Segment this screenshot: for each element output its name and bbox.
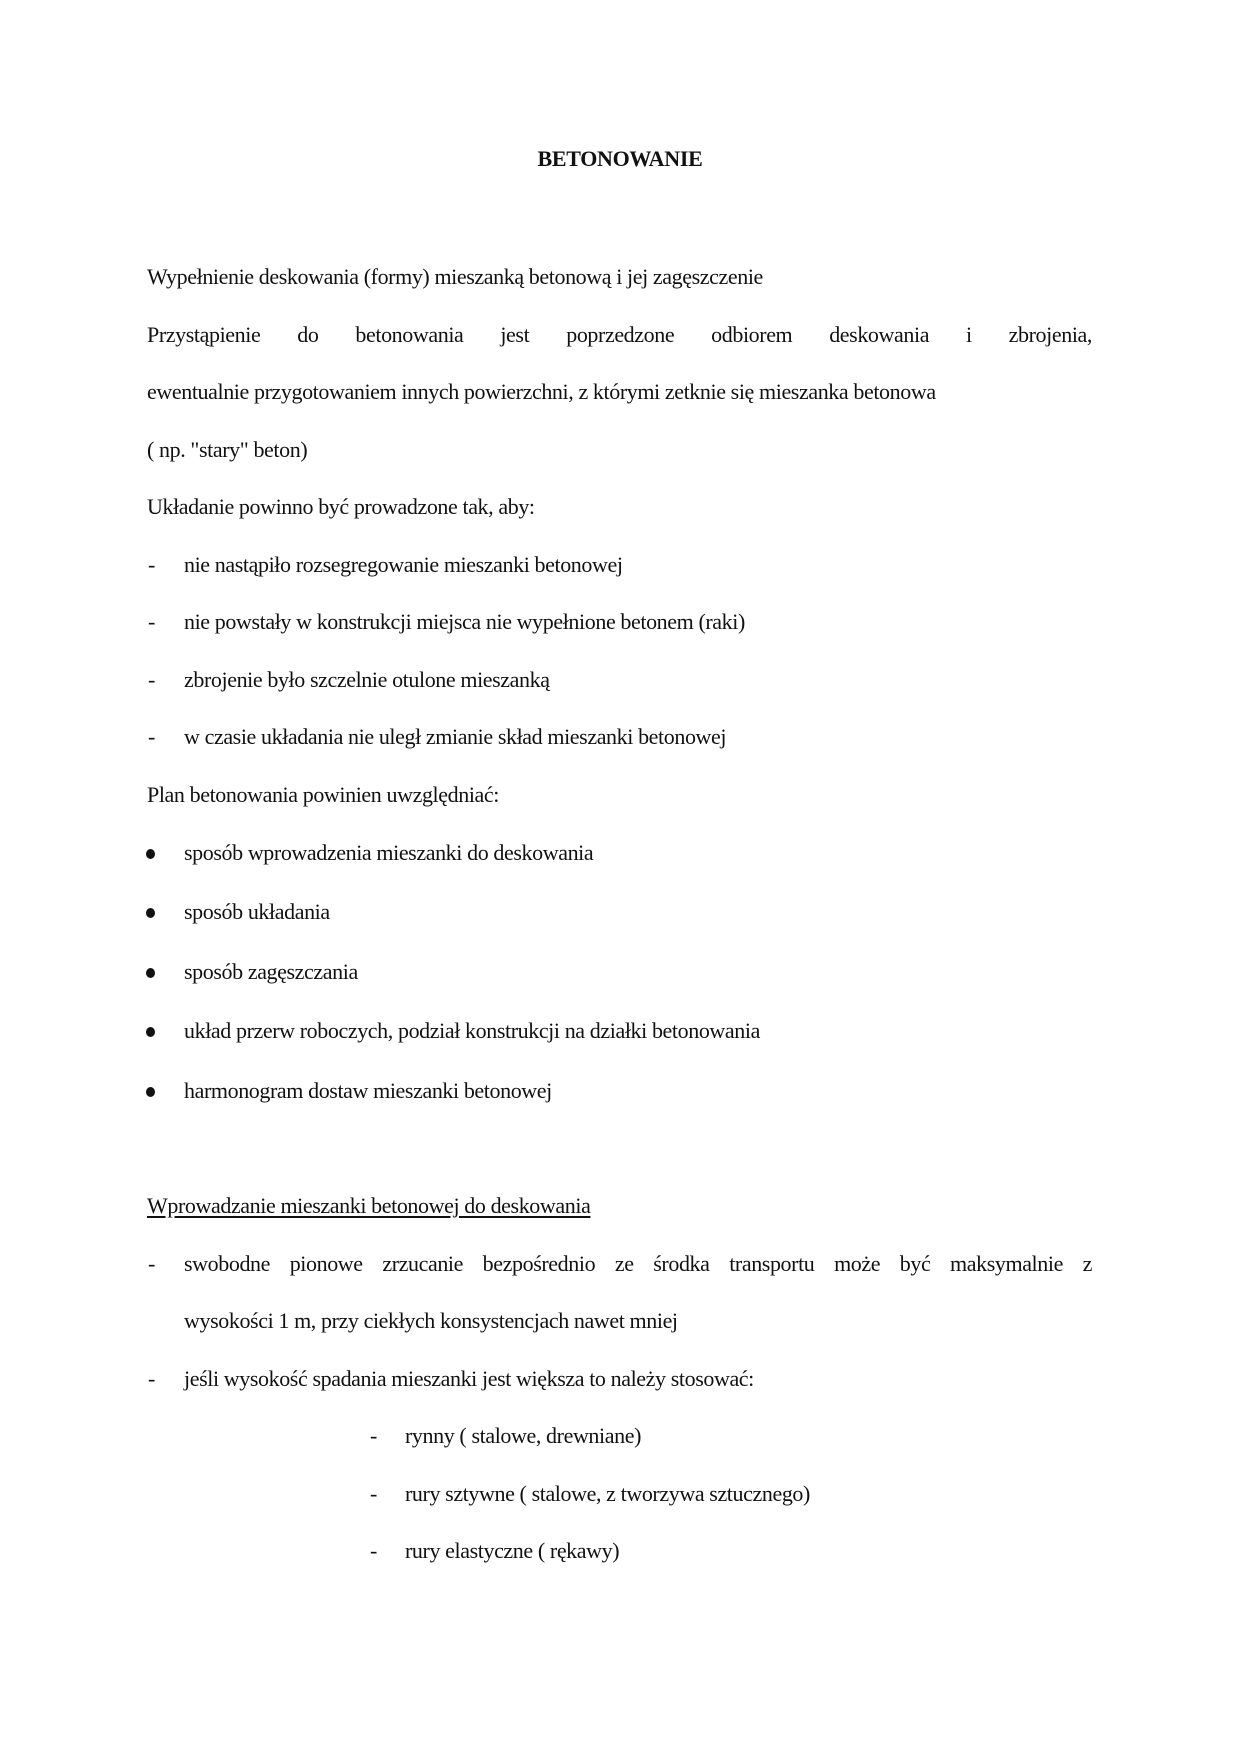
dash-bullet-icon: - — [370, 1481, 378, 1506]
section-heading: Wprowadzanie mieszanki betonowej do deskowania — [147, 1193, 591, 1218]
list-item: nie powstały w konstrukcji miejsca nie wypełnione betonem (raki) — [184, 609, 745, 634]
list-item: rury elastyczne ( rękawy) — [405, 1538, 620, 1563]
list-item: harmonogram dostaw mieszanki betonowej — [184, 1078, 552, 1103]
list-item: zbrojenie było szczelnie otulone mieszanką — [184, 667, 550, 692]
list-item: układ przerw roboczych, podział konstrukcji na działki betonowania — [184, 1018, 760, 1043]
list-item: sposób układania — [184, 899, 330, 924]
list-item: rury sztywne ( stalowe, z tworzywa sztucznego) — [405, 1481, 810, 1506]
dash-bullet-icon: - — [148, 1366, 156, 1391]
dash-bullet-icon: - — [148, 552, 156, 577]
list-item: sposób zagęszczania — [184, 959, 358, 984]
dash-bullet-icon: - — [148, 609, 156, 634]
list-item-continuation: wysokości 1 m, przy ciekłych konsystencjach nawet mniej — [184, 1308, 678, 1333]
dash-bullet-icon: - — [148, 1251, 156, 1276]
list-item: jeśli wysokość spadania mieszanki jest większa to należy stosować: — [184, 1366, 754, 1391]
list-item: rynny ( stalowe, drewniane) — [405, 1423, 642, 1448]
dash-bullet-icon: - — [370, 1538, 378, 1563]
list-item: w czasie układania nie uległ zmianie skład mieszanki betonowej — [184, 724, 727, 749]
round-bullet-icon — [146, 1077, 155, 1105]
plan-intro: Plan betonowania powinien uwzględniać: — [147, 782, 499, 807]
list-item: nie nastąpiło rozsegregowanie mieszanki betonowej — [184, 552, 623, 577]
round-bullet-icon — [146, 839, 155, 867]
document-title: BETONOWANIE — [537, 146, 703, 171]
dash-bullet-icon: - — [148, 724, 156, 749]
paragraph-line: ewentualnie przygotowaniem innych powierzchni, z którymi zetknie się mieszanka betonowa — [147, 379, 936, 404]
round-bullet-icon — [146, 1017, 155, 1045]
round-bullet-icon — [146, 898, 155, 926]
paragraph-line: ( np. "stary" beton) — [147, 437, 308, 462]
paragraph-line: Przystąpienie do betonowania jest poprzedzone odbiorem deskowania i zbrojenia, — [147, 322, 1092, 347]
intro-text: Wypełnienie deskowania (formy) mieszanką betonową i jej zagęszczenie — [147, 264, 763, 289]
list-item: swobodne pionowe zrzucanie bezpośrednio ze środka transportu może być maksymalnie z — [184, 1251, 1092, 1276]
list-item: sposób wprowadzenia mieszanki do deskowania — [184, 840, 594, 865]
dash-bullet-icon: - — [148, 667, 156, 692]
dash-bullet-icon: - — [370, 1423, 378, 1448]
placing-intro: Układanie powinno być prowadzone tak, aby: — [147, 494, 535, 519]
round-bullet-icon — [146, 958, 155, 986]
